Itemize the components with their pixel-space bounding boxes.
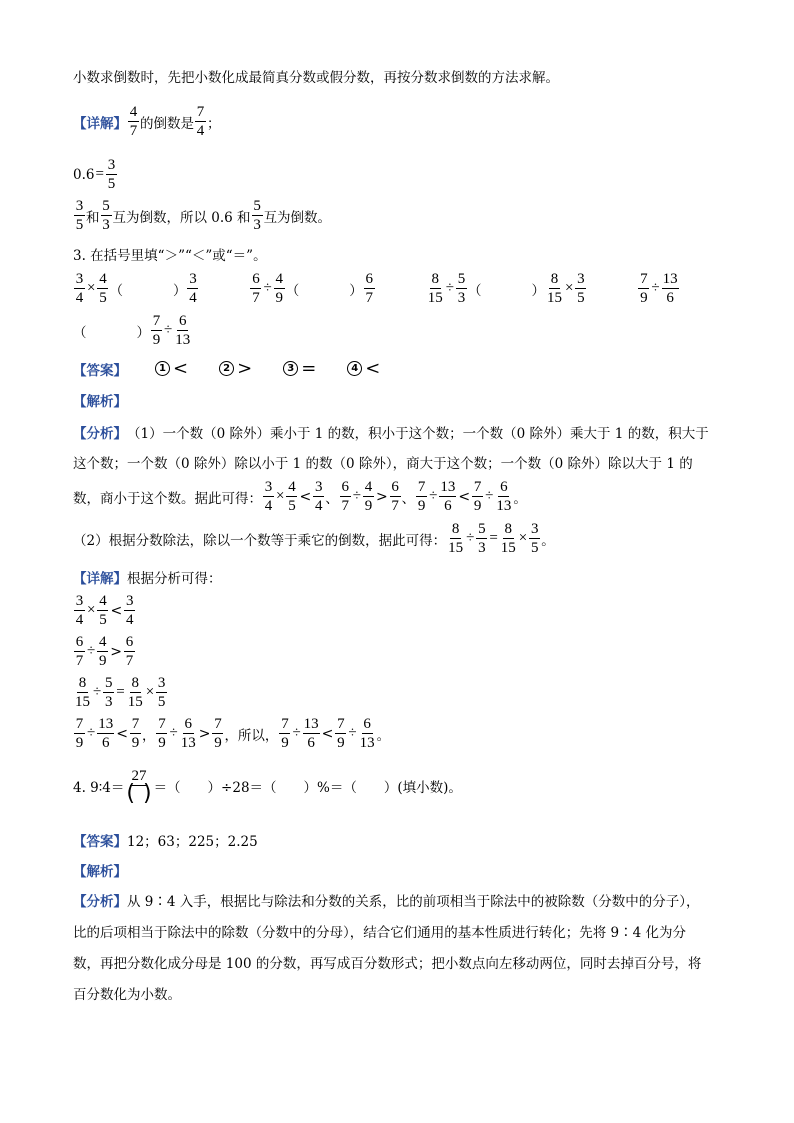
denominator: 6 xyxy=(444,498,452,514)
q4-analysis-3 xyxy=(73,952,701,972)
fraction xyxy=(97,271,108,306)
denominator: 13 xyxy=(175,332,191,348)
q3-analysis-1 xyxy=(73,422,709,442)
analysis-text: 百分数化为小数。 xyxy=(73,987,181,1003)
detail-3 xyxy=(73,198,331,233)
numerator: 3 xyxy=(75,198,84,214)
denominator: 9 xyxy=(152,332,161,348)
numerator: 7 xyxy=(152,313,161,329)
fraction xyxy=(74,716,85,751)
comparison-symbol: > xyxy=(110,643,122,660)
answer-value: > xyxy=(237,358,253,379)
numerator: 4 xyxy=(99,271,107,287)
denominator: 7 xyxy=(391,498,399,514)
denominator: 5 xyxy=(75,217,84,233)
fraction xyxy=(495,479,512,514)
numerator: 7 xyxy=(640,271,648,287)
denominator: 9 xyxy=(281,735,289,751)
q3-detail xyxy=(73,567,222,587)
fraction xyxy=(529,521,540,556)
analysis-text: 数，商小于这个数。据此可得： xyxy=(73,490,262,507)
fraction xyxy=(456,271,467,306)
answer-value: 12；63；225；2.25 xyxy=(127,834,258,850)
intro-line xyxy=(73,66,559,86)
fraction xyxy=(106,157,117,192)
analysis-text: 数，再把分数化成分母是 100 的分数，再写成百分数形式；把小数点向左移动两位，同时去掉百分号，将 xyxy=(73,956,702,972)
denominator: 3 xyxy=(253,217,261,233)
fraction xyxy=(340,479,351,514)
question-title: 3. 在括号里填“＞”“＜”或“＝”。 xyxy=(73,248,267,264)
fraction xyxy=(151,313,162,348)
q4-analysis-2 xyxy=(73,921,686,941)
fraction xyxy=(125,768,152,804)
numerator: 7 xyxy=(75,716,84,732)
q4-analysis-4 xyxy=(73,983,181,1003)
blank-open: （ xyxy=(467,282,482,299)
denominator: 9 xyxy=(640,290,648,306)
fraction xyxy=(447,521,464,556)
detail-eq-1 xyxy=(73,593,136,628)
denominator: 3 xyxy=(457,290,466,306)
denominator: 4 xyxy=(75,612,84,628)
numerator: 6 xyxy=(178,313,187,329)
numerator: 5 xyxy=(102,198,110,214)
analysis-text: 从 9∶4 入手，根据比与除法和分数的关系，比的前项相当于除法中的被除数（分数中的分子）， xyxy=(127,894,700,910)
answer-label: 【答案】 xyxy=(73,362,127,379)
detail-eq-4 xyxy=(73,716,390,751)
denominator: 5 xyxy=(99,290,107,306)
text: 、 xyxy=(401,490,416,507)
q3-title xyxy=(73,244,267,264)
denominator: 9 xyxy=(275,290,283,306)
numerator: 8 xyxy=(550,271,559,287)
fraction xyxy=(130,716,141,751)
numerator: 8 xyxy=(78,675,87,691)
q3-answer xyxy=(73,358,383,379)
blank-close: ） xyxy=(172,282,187,299)
numerator: 6 xyxy=(363,716,371,732)
text: 的倒数是 xyxy=(140,115,194,132)
denominator: 9 xyxy=(417,498,426,514)
numerator: 3 xyxy=(531,521,539,537)
detail-label: 【详解】 xyxy=(73,571,127,587)
fraction xyxy=(156,716,167,751)
operator: × xyxy=(87,602,96,618)
circled-number: 3 xyxy=(283,361,298,376)
numerator: 8 xyxy=(504,521,513,537)
numerator: 4 xyxy=(288,479,296,495)
numerator: 3 xyxy=(75,593,84,609)
blank-open: （ xyxy=(285,282,300,299)
numerator: 7 xyxy=(158,716,166,732)
fraction xyxy=(128,104,139,139)
text: 。 xyxy=(376,727,391,744)
numerator: 5 xyxy=(457,271,466,287)
operator: × xyxy=(145,684,155,700)
operator: ÷ xyxy=(352,488,361,504)
q3-analysis-2 xyxy=(73,452,693,472)
numerator: 5 xyxy=(253,198,261,214)
denominator: ( ) xyxy=(126,781,152,806)
denominator: 9 xyxy=(131,735,140,751)
denominator: 9 xyxy=(158,735,166,751)
numerator: 5 xyxy=(478,521,486,537)
analysis-text: 这个数；一个数（0 除外）除以小于 1 的数（0 除外），商大于这个数；一个数（0 除外）除以大于 1 的 xyxy=(73,456,693,472)
fraction xyxy=(187,271,198,306)
circled-number: 4 xyxy=(347,361,362,376)
fraction xyxy=(263,479,274,514)
fraction xyxy=(439,479,456,514)
text: ； xyxy=(207,115,221,132)
numerator: 6 xyxy=(365,271,373,287)
numerator: 8 xyxy=(431,271,439,287)
denominator: 4 xyxy=(264,498,273,514)
denominator: 5 xyxy=(99,612,107,628)
analysis-sub-label: 【分析】 xyxy=(73,894,127,910)
denominator: 4 xyxy=(75,290,84,306)
operator: ÷ xyxy=(164,322,173,338)
fraction xyxy=(472,479,483,514)
detail-eq-2 xyxy=(73,634,136,669)
fraction xyxy=(638,271,649,306)
comparison-symbol: > xyxy=(198,725,211,742)
blank-close: ） xyxy=(349,282,363,299)
numerator: 5 xyxy=(104,675,113,691)
operator: ÷ xyxy=(466,530,475,546)
fraction xyxy=(250,271,261,306)
numerator: 3 xyxy=(125,593,134,609)
denominator: 15 xyxy=(427,290,443,306)
fraction xyxy=(156,675,167,710)
equals: = xyxy=(95,166,104,182)
denominator: 15 xyxy=(75,694,90,710)
denominator: 5 xyxy=(577,290,585,306)
fraction xyxy=(279,716,290,751)
comparison-symbol: < xyxy=(321,725,334,742)
analysis-text: （2）根据分数除法，除以一个数等于乘它的倒数，据此可得： xyxy=(73,532,447,549)
numerator: 13 xyxy=(98,716,114,732)
answer-value: < xyxy=(365,358,381,379)
q3-items-row2 xyxy=(73,313,192,348)
denominator: 3 xyxy=(478,540,486,556)
operator: ÷ xyxy=(445,280,454,296)
numerator: 7 xyxy=(281,716,289,732)
denominator: 3 xyxy=(104,694,113,710)
q4-question xyxy=(73,768,462,804)
numerator: 4 xyxy=(275,271,283,287)
fraction xyxy=(174,313,191,348)
numerator: 7 xyxy=(196,104,205,120)
operator: ÷ xyxy=(87,643,96,659)
fraction xyxy=(313,479,324,514)
numerator: 6 xyxy=(341,479,349,495)
analysis-label: 【解析】 xyxy=(73,394,127,410)
numerator: 6 xyxy=(252,271,260,287)
fraction xyxy=(363,479,374,514)
comparison-symbol: < xyxy=(110,602,123,619)
operator: ÷ xyxy=(348,725,357,741)
fraction xyxy=(286,479,297,514)
analysis-sub-label: 【分析】 xyxy=(73,426,127,442)
text: 、 xyxy=(325,490,339,507)
fraction xyxy=(427,271,444,306)
answer-value: = xyxy=(301,358,317,379)
fraction xyxy=(103,675,114,710)
fraction xyxy=(124,593,135,628)
numerator: 4 xyxy=(129,104,138,120)
q4-analysis-label xyxy=(73,860,127,880)
fraction xyxy=(500,521,517,556)
numerator: 6 xyxy=(184,716,192,732)
operator: ÷ xyxy=(651,280,660,296)
text: 。 xyxy=(541,532,555,549)
fraction xyxy=(97,716,114,751)
fraction xyxy=(662,271,679,306)
denominator: 15 xyxy=(127,694,143,710)
numerator: 7 xyxy=(473,479,482,495)
numerator: 13 xyxy=(440,479,456,495)
operator: × xyxy=(87,280,96,296)
denominator: 9 xyxy=(214,735,222,751)
numerator: 3 xyxy=(107,157,116,173)
detail-text: 根据分析可得： xyxy=(127,571,222,587)
q4-analysis-1 xyxy=(73,890,700,910)
comparison-symbol: < xyxy=(116,725,128,742)
question-rest: ＝（ ）÷28＝（ ）%＝（ ）(填小数)。 xyxy=(153,780,462,796)
numerator: 4 xyxy=(98,634,107,650)
answer-value: < xyxy=(173,358,189,379)
operator: ÷ xyxy=(263,280,272,296)
numerator: 6 xyxy=(75,634,84,650)
numerator: 3 xyxy=(264,479,273,495)
numerator: 4 xyxy=(364,479,373,495)
numerator: 7 xyxy=(417,479,426,495)
denominator: 7 xyxy=(125,653,134,669)
denominator: 9 xyxy=(473,498,482,514)
fraction xyxy=(335,716,346,751)
question-prefix: 4. 9∶4＝ xyxy=(73,780,125,796)
comparison-symbol: < xyxy=(458,488,471,505)
operator: × xyxy=(564,280,574,296)
numerator: 6 xyxy=(391,479,399,495)
blank-open: （ xyxy=(73,324,87,341)
fraction xyxy=(359,716,376,751)
denominator: 7 xyxy=(129,123,138,139)
fraction xyxy=(476,521,487,556)
operator: ÷ xyxy=(429,488,438,504)
numerator: 8 xyxy=(451,521,460,537)
blank-close: ） xyxy=(136,324,150,341)
fraction xyxy=(74,675,91,710)
fraction xyxy=(303,716,320,751)
answer-label: 【答案】 xyxy=(73,834,127,850)
numerator: 13 xyxy=(662,271,678,287)
fraction xyxy=(252,198,263,233)
numerator: 7 xyxy=(337,716,345,732)
numerator: 6 xyxy=(500,479,508,495)
numerator: 7 xyxy=(131,716,140,732)
operator: × xyxy=(276,488,285,504)
fraction xyxy=(74,593,85,628)
numerator: 3 xyxy=(189,271,197,287)
q3-analysis-4 xyxy=(73,521,555,556)
fraction xyxy=(74,634,85,669)
fraction xyxy=(180,716,197,751)
denominator: 4 xyxy=(314,498,323,514)
q3-analysis-3 xyxy=(73,479,527,514)
denominator: 9 xyxy=(337,735,345,751)
fraction xyxy=(195,104,206,139)
detail-label: 【详解】 xyxy=(73,115,127,132)
fraction xyxy=(364,271,375,306)
numerator: 13 xyxy=(303,716,319,732)
denominator: 13 xyxy=(496,498,512,514)
comparison-symbol: < xyxy=(299,488,312,505)
denominator: 5 xyxy=(107,176,116,192)
text: 互为倒数。 xyxy=(263,209,332,226)
intro-text: 小数求倒数时，先把小数化成最简真分数或假分数，再按分数求倒数的方法求解。 xyxy=(73,70,559,86)
operator: ÷ xyxy=(292,725,301,741)
fraction xyxy=(575,271,586,306)
numerator: 6 xyxy=(125,634,134,650)
fraction xyxy=(546,271,563,306)
denominator: 13 xyxy=(359,735,375,751)
blank-open: （ xyxy=(109,282,123,299)
operator: × xyxy=(518,530,528,546)
denominator: 9 xyxy=(98,653,107,669)
fraction xyxy=(212,716,223,751)
denominator: 9 xyxy=(364,498,373,514)
fraction xyxy=(124,634,135,669)
denominator: 5 xyxy=(531,540,539,556)
detail-1 xyxy=(73,104,221,139)
numerator: 3 xyxy=(75,271,84,287)
denominator: 13 xyxy=(180,735,196,751)
fraction xyxy=(74,198,85,233)
denominator: 6 xyxy=(666,290,674,306)
denominator: 9 xyxy=(75,735,84,751)
text: 。 xyxy=(513,490,527,507)
denominator: 3 xyxy=(102,217,110,233)
denominator: 5 xyxy=(157,694,166,710)
operator: ÷ xyxy=(485,488,494,504)
denominator: 4 xyxy=(196,123,205,139)
operator: ÷ xyxy=(169,725,178,741)
denominator: 6 xyxy=(307,735,315,751)
text: ，所以， xyxy=(224,727,279,744)
analysis-label: 【解析】 xyxy=(73,864,127,880)
numerator: 7 xyxy=(214,716,222,732)
operator: ÷ xyxy=(93,684,102,700)
circled-number: 1 xyxy=(155,361,170,376)
circled-number: 2 xyxy=(219,361,234,376)
blank-close: ） xyxy=(531,282,545,299)
numerator: 8 xyxy=(131,675,139,691)
text: 和 xyxy=(86,209,100,226)
analysis-text: （1）一个数（0 除外）乘小于 1 的数，积小于这个数；一个数（0 除外）乘大于 1 的数，积大于 xyxy=(127,426,709,442)
denominator: 6 xyxy=(101,735,110,751)
comparison-symbol: > xyxy=(375,488,388,505)
fraction xyxy=(101,198,112,233)
fraction xyxy=(74,271,85,306)
numerator: 3 xyxy=(577,271,585,287)
numerator: 27 xyxy=(131,768,147,784)
q3-analysis-label xyxy=(73,390,127,410)
q4-answer xyxy=(73,830,258,850)
q3-items-row1 xyxy=(73,271,680,306)
denominator: 7 xyxy=(252,290,260,306)
denominator: 7 xyxy=(341,498,349,514)
detail-eq-3 xyxy=(73,675,168,710)
detail-2 xyxy=(73,157,118,192)
fraction xyxy=(416,479,427,514)
operator: ÷ xyxy=(87,725,96,741)
denominator: 5 xyxy=(288,498,296,514)
denominator: 7 xyxy=(365,290,373,306)
fraction xyxy=(390,479,401,514)
numerator: 3 xyxy=(157,675,166,691)
denominator: 15 xyxy=(500,540,516,556)
denominator: 4 xyxy=(189,290,197,306)
operator: = xyxy=(489,530,498,546)
fraction xyxy=(97,634,108,669)
denominator: 15 xyxy=(448,540,464,556)
fraction xyxy=(127,675,144,710)
analysis-text: 比的后项相当于除法中的除数（分数中的分母），结合它们通用的基本性质进行转化；先将 9∶4 化为分 xyxy=(73,925,687,941)
text: 0.6 xyxy=(73,166,95,183)
text: 互为倒数，所以 0.6 和 xyxy=(112,209,251,226)
numerator: 3 xyxy=(314,479,323,495)
numerator: 4 xyxy=(99,593,107,609)
fraction xyxy=(97,593,108,628)
operator: = xyxy=(116,684,125,700)
denominator: 4 xyxy=(125,612,134,628)
text: ， xyxy=(141,727,156,744)
fraction xyxy=(274,271,285,306)
denominator: 15 xyxy=(546,290,562,306)
denominator: 7 xyxy=(75,653,84,669)
